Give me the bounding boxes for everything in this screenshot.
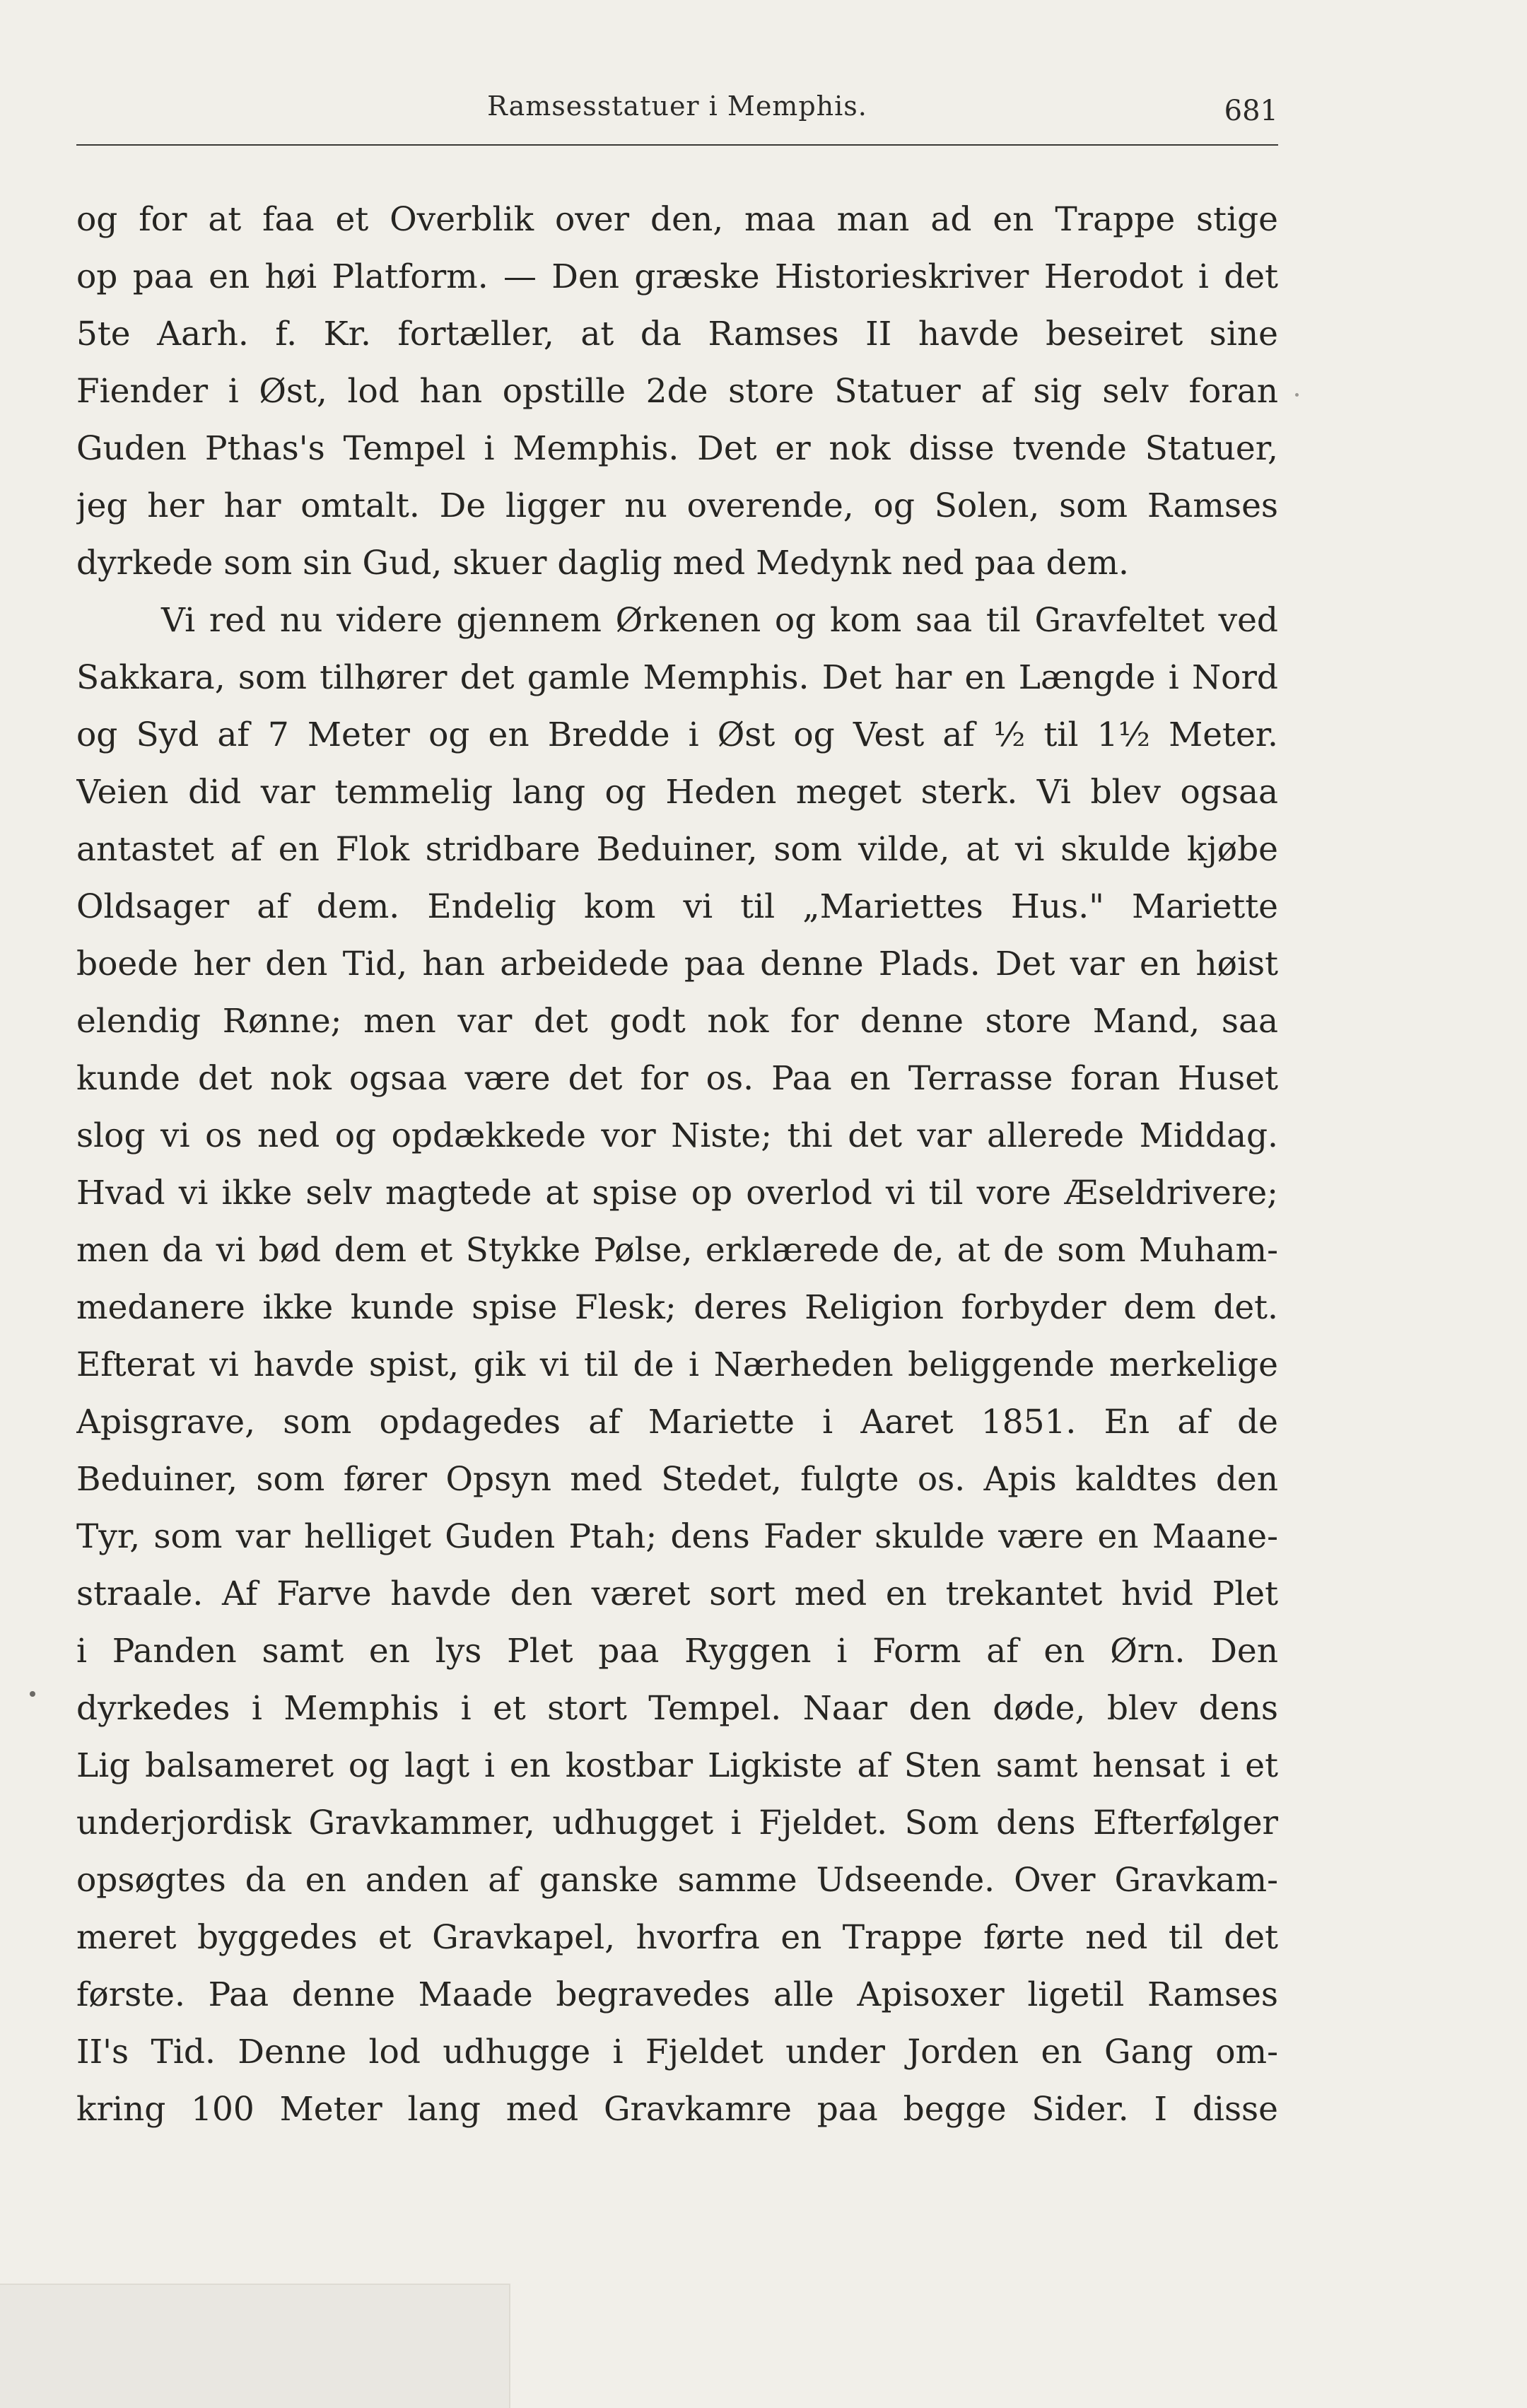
text-line: Oldsager af dem. Endelig kom vi til „Mariettes Hus." Mariette bbox=[76, 887, 1278, 926]
text-line: Fiender i Øst, lod han opstille 2de store Statuer af sig selv foran bbox=[76, 372, 1278, 411]
text-line: Sakkara, som tilhører det gamle Memphis. Det har en Længde i Nord bbox=[76, 658, 1278, 697]
running-title: Ramsesstatuer i Memphis. bbox=[487, 90, 867, 122]
text-line: Efterat vi havde spist, gik vi til de i Nærheden beliggende merkelige bbox=[76, 1345, 1278, 1384]
text-line: jeg her har omtalt. De ligger nu overende, og Solen, som Ramses bbox=[76, 486, 1278, 525]
text-line: II's Tid. Denne lod udhugge i Fjeldet under Jorden en Gang om- bbox=[76, 2033, 1278, 2071]
text-line: Hvad vi ikke selv magtede at spise op overlod vi til vore Æseldrivere; bbox=[76, 1174, 1278, 1212]
text-line: dyrkedes i Memphis i et stort Tempel. Naar den døde, blev dens bbox=[76, 1689, 1278, 1728]
body-text bbox=[76, 191, 1278, 2138]
text-line: og for at faa et Overblik over den, maa man ad en Trappe stige bbox=[76, 200, 1278, 239]
text-line: Veien did var temmelig lang og Heden meget sterk. Vi blev ogsaa bbox=[76, 773, 1278, 812]
scan-shadow bbox=[0, 2284, 510, 2408]
text-line: slog vi os ned og opdækkede vor Niste; thi det var allerede Middag. bbox=[76, 1116, 1278, 1155]
text-line: Beduiner, som fører Opsyn med Stedet, fulgte os. Apis kaldtes den bbox=[76, 1460, 1278, 1499]
text-line: antastet af en Flok stridbare Beduiner, som vilde, at vi skulde kjøbe bbox=[76, 830, 1278, 869]
text-line: boede her den Tid, han arbeidede paa denne Plads. Det var en høist bbox=[76, 945, 1278, 983]
text-line: opsøgtes da en anden af ganske samme Udseende. Over Gravkam- bbox=[76, 1861, 1278, 1900]
text-line: straale. Af Farve havde den været sort med en trekantet hvid Plet bbox=[76, 1574, 1278, 1613]
page-header bbox=[76, 83, 1278, 147]
text-line: 5te Aarh. f. Kr. fortæller, at da Ramses II havde beseiret sine bbox=[76, 315, 1278, 353]
text-line: i Panden samt en lys Plet paa Ryggen i Form af en Ørn. Den bbox=[76, 1632, 1278, 1671]
header-rule bbox=[76, 144, 1278, 146]
text-line: medanere ikke kunde spise Flesk; deres Religion forbyder dem det. bbox=[76, 1288, 1278, 1327]
text-line: op paa en høi Platform. — Den græske Historieskriver Herodot i det bbox=[76, 257, 1278, 296]
text-line: meret byggedes et Gravkapel, hvorfra en Trappe førte ned til det bbox=[76, 1918, 1278, 1957]
text-line: elendig Rønne; men var det godt nok for denne store Mand, saa bbox=[76, 1002, 1278, 1041]
text-line: Apisgrave, som opdagedes af Mariette i Aaret 1851. En af de bbox=[76, 1403, 1278, 1442]
text-line: men da vi bød dem et Stykke Pølse, erklærede de, at de som Muham- bbox=[76, 1231, 1278, 1270]
text-line: Tyr, som var helliget Guden Ptah; dens Fader skulde være en Maane- bbox=[76, 1517, 1278, 1556]
text-line: Guden Pthas's Tempel i Memphis. Det er nok disse tvende Statuer, bbox=[76, 429, 1278, 468]
text-line: dyrkede som sin Gud, skuer daglig med Medynk ned paa dem. bbox=[76, 544, 1129, 583]
text-line: kring 100 Meter lang med Gravkamre paa begge Sider. I disse bbox=[76, 2090, 1278, 2129]
page-number: 681 bbox=[1224, 95, 1278, 127]
text-line: første. Paa denne Maade begravedes alle Apisoxer ligetil Ramses bbox=[76, 1975, 1278, 2014]
text-line: underjordisk Gravkammer, udhugget i Fjeldet. Som dens Efterfølger bbox=[76, 1804, 1278, 1842]
text-line: Vi red nu videre gjennem Ørkenen og kom saa til Gravfeltet ved bbox=[161, 601, 1278, 640]
ink-speck bbox=[1295, 393, 1299, 397]
text-line: Lig balsameret og lagt i en kostbar Ligkiste af Sten samt hensat i et bbox=[76, 1746, 1278, 1785]
text-line: og Syd af 7 Meter og en Bredde i Øst og Vest af ½ til 1½ Meter. bbox=[76, 715, 1278, 754]
text-line: kunde det nok ogsaa være det for os. Paa en Terrasse foran Huset bbox=[76, 1059, 1278, 1098]
ink-speck bbox=[30, 1691, 35, 1697]
